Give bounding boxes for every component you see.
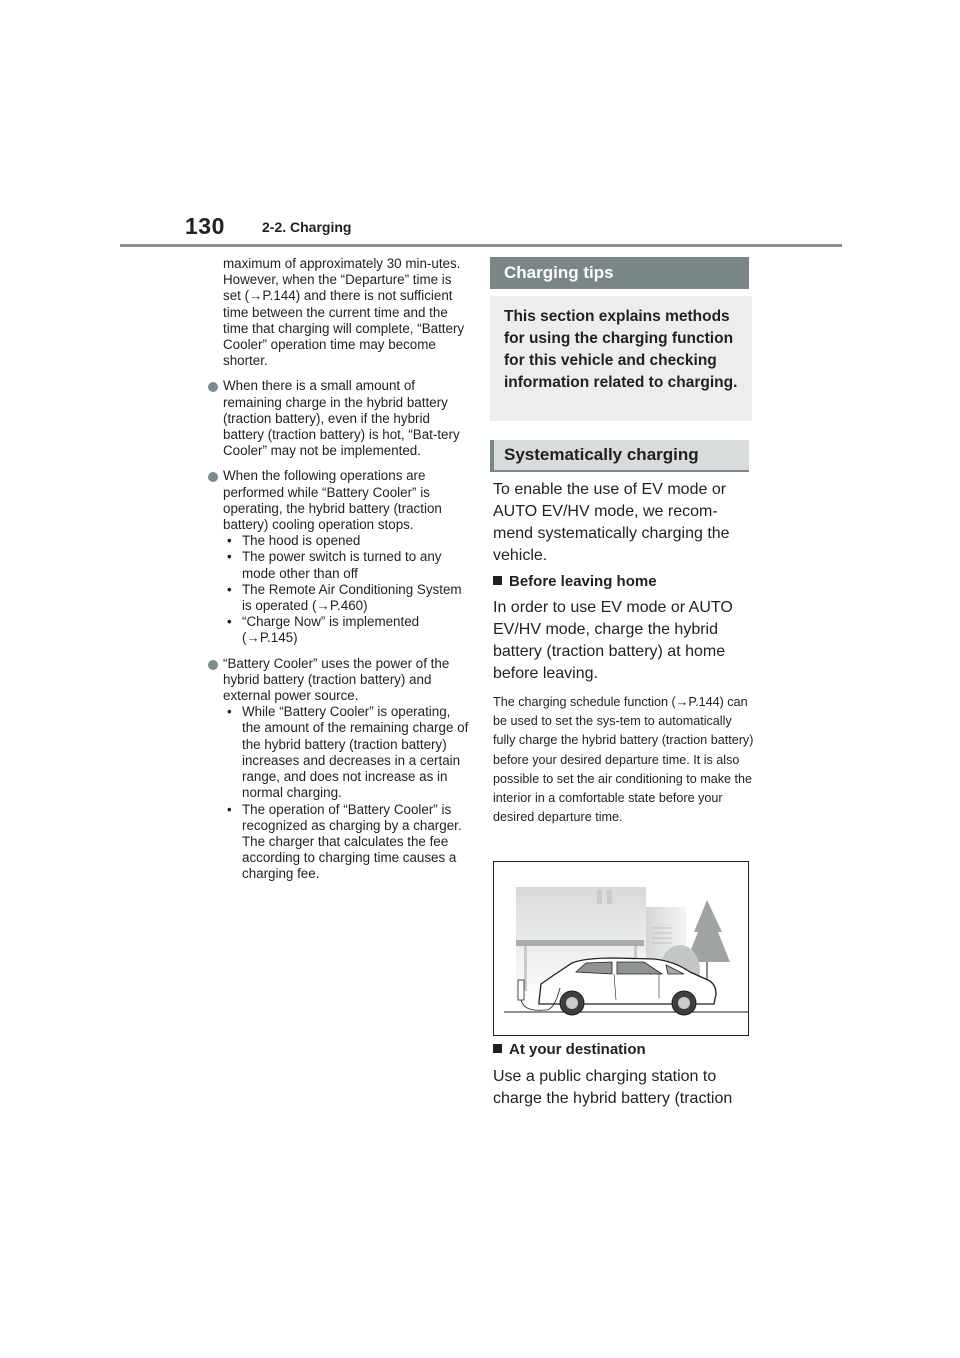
intro-box: This section explains methods for using the charging function for this vehicle and checking information related to charging. <box>490 296 752 421</box>
body-paragraph: Use a public charging station to charge the hybrid battery (traction <box>493 1068 733 1107</box>
sub-bullet-icon: • <box>227 704 232 720</box>
sub-bullet-icon: • <box>227 533 232 549</box>
home-charging-illustration <box>493 861 749 1036</box>
heading-systematically-charging: Systematically charging <box>490 440 749 472</box>
bullet-item <box>207 468 469 646</box>
subheading-text: At your destination <box>509 1041 646 1058</box>
section-title: 2-2. Charging <box>262 219 352 235</box>
subheading-text: Before leaving home <box>509 573 657 590</box>
sub-bullet-text: The power switch is turned to any mode other than off <box>242 549 442 581</box>
sub-bullet-icon: • <box>227 801 232 817</box>
sub-bullet-icon: • <box>227 614 232 630</box>
sub-bullet <box>226 549 469 581</box>
bullet-dot-icon <box>208 660 218 670</box>
sub-bullet-text: While “Battery Cooler” is operating, the amount of the remaining charge of the hybrid battery (traction battery) increases and decreases in a certain range, and does not increase as in normal charging. <box>242 704 469 801</box>
square-bullet-icon <box>493 1044 502 1053</box>
sub-bullet-text: “Charge Now” is implemented (→P.145) <box>242 614 420 646</box>
continuation-text: maximum of approximately 30 min-utes. However, when the “Departure” time is set (→P.144) and there is not sufficient time between the current time and the time that charging will complete, “Battery Cooler” operation time may become shorter. <box>223 256 465 369</box>
bullet-item <box>207 378 469 459</box>
bullet-dot-icon <box>208 472 218 482</box>
car-charging-at-home-image <box>494 862 749 1036</box>
bullet-dot-icon <box>208 382 218 392</box>
square-bullet-icon <box>493 576 502 585</box>
header-rule <box>120 244 842 247</box>
sub-bullet-text: The operation of “Battery Cooler” is recognized as charging by a charger. The charger that calculates the fee according to charging time causes a charging fee. <box>242 801 462 882</box>
sub-bullet-text: The hood is opened <box>242 533 361 549</box>
sub-bullet <box>226 533 469 549</box>
body-paragraph: To enable the use of EV mode or AUTO EV/HV mode, we recom-mend systematically charging the vehicle. <box>493 481 730 564</box>
note-paragraph: The charging schedule function (→P.144) can be used to set the sys-tem to automatically fully charge the hybrid battery (traction battery) before your desired departure time. It is also possible to set the air conditioning to make the interior in a comfortable state before your desired departure time. <box>493 695 754 825</box>
bullet-text: “Battery Cooler” uses the power of the hybrid battery (traction battery) and external power source. <box>223 655 450 704</box>
sub-bullet-text: The Remote Air Conditioning System is operated (→P.460) <box>242 581 462 614</box>
sub-bullet <box>226 704 469 801</box>
subheading-before-leaving <box>493 573 657 590</box>
subheading-at-destination <box>493 1041 646 1058</box>
bullet-item <box>207 656 469 883</box>
bullet-text: When there is a small amount of remaining charge in the hybrid battery (traction battery), even if the hybrid battery (traction battery) is hot, “Bat-tery Cooler” may not be implemented. <box>223 378 460 459</box>
sub-bullet-icon: • <box>227 581 232 597</box>
page-number: 130 <box>185 213 225 239</box>
sub-bullet-icon: • <box>227 549 232 565</box>
sub-bullet <box>226 802 469 883</box>
heading-charging-tips: Charging tips <box>490 257 749 289</box>
left-column <box>207 256 469 883</box>
sub-bullet <box>226 582 469 614</box>
bullet-text: When the following operations are performed while “Battery Cooler” is operating, the hybrid battery (traction battery) cooling operation stops. <box>223 468 442 533</box>
sub-bullet <box>226 614 469 646</box>
body-paragraph: In order to use EV mode or AUTO EV/HV mode, charge the hybrid battery (traction battery) at home before leaving. <box>493 599 733 682</box>
